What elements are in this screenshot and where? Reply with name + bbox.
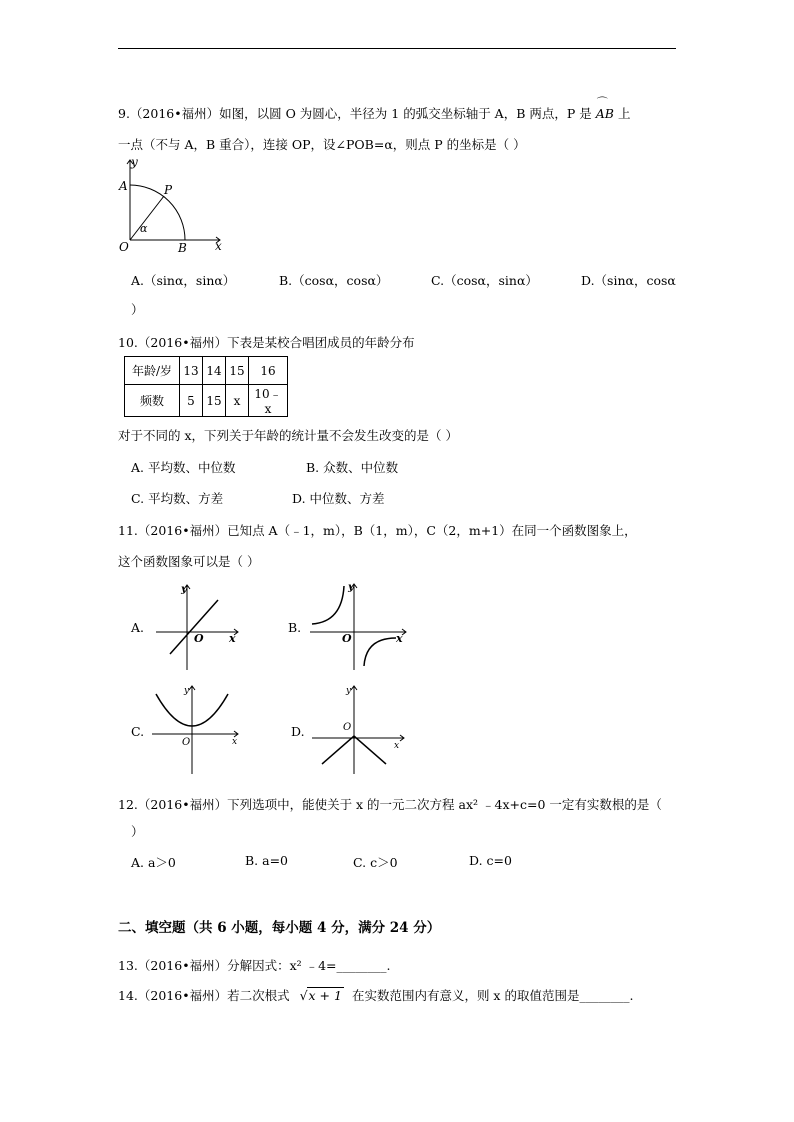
q9-figure: [118, 152, 230, 254]
q12-option-c: C. c＞0: [353, 855, 398, 870]
q10-stem: 10.（2016•福州）下表是某校合唱团成员的年龄分布: [118, 335, 415, 350]
q11-graph-a: [152, 580, 244, 672]
table-cell: x: [226, 385, 249, 417]
table-cell: 16: [249, 357, 288, 385]
linear-graph: [170, 600, 218, 654]
hyperbola-branch-left: [312, 586, 344, 624]
q14-text-before: 14.（2016•福州）若二次根式: [118, 988, 290, 1003]
q12-option-d: D. c=0: [469, 853, 512, 868]
q12-option-b: B. a=0: [245, 853, 289, 868]
table-cell: 年龄/岁: [125, 357, 180, 385]
fig-label-b: B: [178, 241, 187, 254]
table-cell: 15: [226, 357, 249, 385]
q9-option-d-end: ）: [131, 302, 144, 317]
q9-stem-end: 上: [617, 106, 631, 121]
q11-graph-b: [306, 580, 410, 672]
q12-option-a: A. a＞0: [131, 855, 176, 870]
unit-arc: [130, 185, 185, 240]
sqrt-sign: √: [299, 988, 308, 1003]
axis-label-o: O: [182, 737, 191, 748]
q14-text-after: 在实数范围内有意义，则 x 的取值范围是________.: [351, 988, 634, 1003]
q10-question: 对于不同的 x，下列关于年龄的统计量不会发生改变的是（ ）: [118, 428, 458, 443]
q9-option-d: D.（sinα，cosα: [581, 273, 676, 288]
q9-stem-text: 9.（2016•福州）如图，以圆 O 为圆心，半径为 1 的弧交坐标轴于 A，B 两点，P 是: [118, 106, 592, 121]
fig-label-a: A: [119, 179, 128, 193]
q10-option-c: C. 平均数、方差: [131, 491, 224, 506]
table-cell: 15: [203, 385, 226, 417]
q10-option-a: A. 平均数、中位数: [131, 460, 236, 475]
table-cell: 14: [203, 357, 226, 385]
table-cell: 5: [180, 385, 203, 417]
axis-label-o: O: [342, 632, 352, 645]
sqrt-radicand: x + 1: [308, 988, 342, 1003]
q10-option-b: B. 众数、中位数: [306, 460, 399, 475]
fig-label-o: O: [119, 240, 129, 254]
hyperbola-branch-right: [364, 638, 396, 666]
axis-label-x: x: [394, 741, 400, 751]
q11-label-b: B.: [288, 620, 302, 635]
table-row: [125, 357, 288, 385]
q9-line1: [118, 104, 630, 122]
header-rule: [118, 48, 676, 49]
q11-label-a: A.: [131, 620, 145, 635]
table-cell: 10﹣x: [249, 385, 288, 417]
fig-label-alpha: α: [140, 222, 148, 235]
table-cell: 13: [180, 357, 203, 385]
fig-label-x: x: [215, 239, 222, 253]
q14-line: [118, 986, 633, 1004]
axis-label-y: y: [184, 686, 190, 696]
axis-label-y: y: [181, 584, 187, 595]
q9-option-a: A.（sinα，sinα）: [131, 273, 236, 288]
q11-line2: 这个函数图象可以是（ ）: [118, 554, 260, 569]
q12-line2: ）: [131, 824, 144, 839]
axis-label-y: y: [346, 686, 352, 696]
q11-graph-c: [148, 682, 244, 776]
q10-option-d: D. 中位数、方差: [292, 491, 385, 506]
axis-label-x: x: [396, 632, 403, 645]
axis-label-y: y: [348, 582, 354, 593]
q9-option-c: C.（cosα，sinα）: [431, 273, 538, 288]
table-row: [125, 385, 288, 417]
fig-label-y: y: [131, 155, 138, 169]
section-heading: 二、填空题（共 6 小题，每小题 4 分，满分 24 分）: [118, 920, 441, 936]
q9-line2: 一点（不与 A，B 重合），连接 OP，设∠POB=α，则点 P 的坐标是（ ）: [118, 137, 526, 152]
q13-text: 13.（2016•福州）分解因式：x² ﹣4=________.: [118, 958, 391, 973]
q11-label-d: D.: [291, 724, 305, 739]
q11-label-c: C.: [131, 724, 145, 739]
table-cell: 频数: [125, 385, 180, 417]
q12-line1: 12.（2016•福州）下列选项中，能使关于 x 的一元二次方程 ax² ﹣4x+c=0 一定有实数根的是（: [118, 797, 662, 812]
arc-ab-label: ⌒ AB: [596, 106, 614, 121]
fig-label-p: P: [164, 183, 173, 197]
axis-label-x: x: [229, 632, 236, 645]
axis-label-x: x: [232, 737, 238, 747]
q11-graph-d: [308, 682, 408, 776]
age-table: [124, 356, 288, 417]
axis-label-o: O: [343, 722, 352, 733]
axis-label-o: O: [194, 632, 204, 645]
q11-line1: 11.（2016•福州）已知点 A（﹣1，m），B（1，m），C（2，m+1）在同一个函数图象上，: [118, 523, 637, 538]
q9-option-b: B.（cosα，cosα）: [279, 273, 389, 288]
